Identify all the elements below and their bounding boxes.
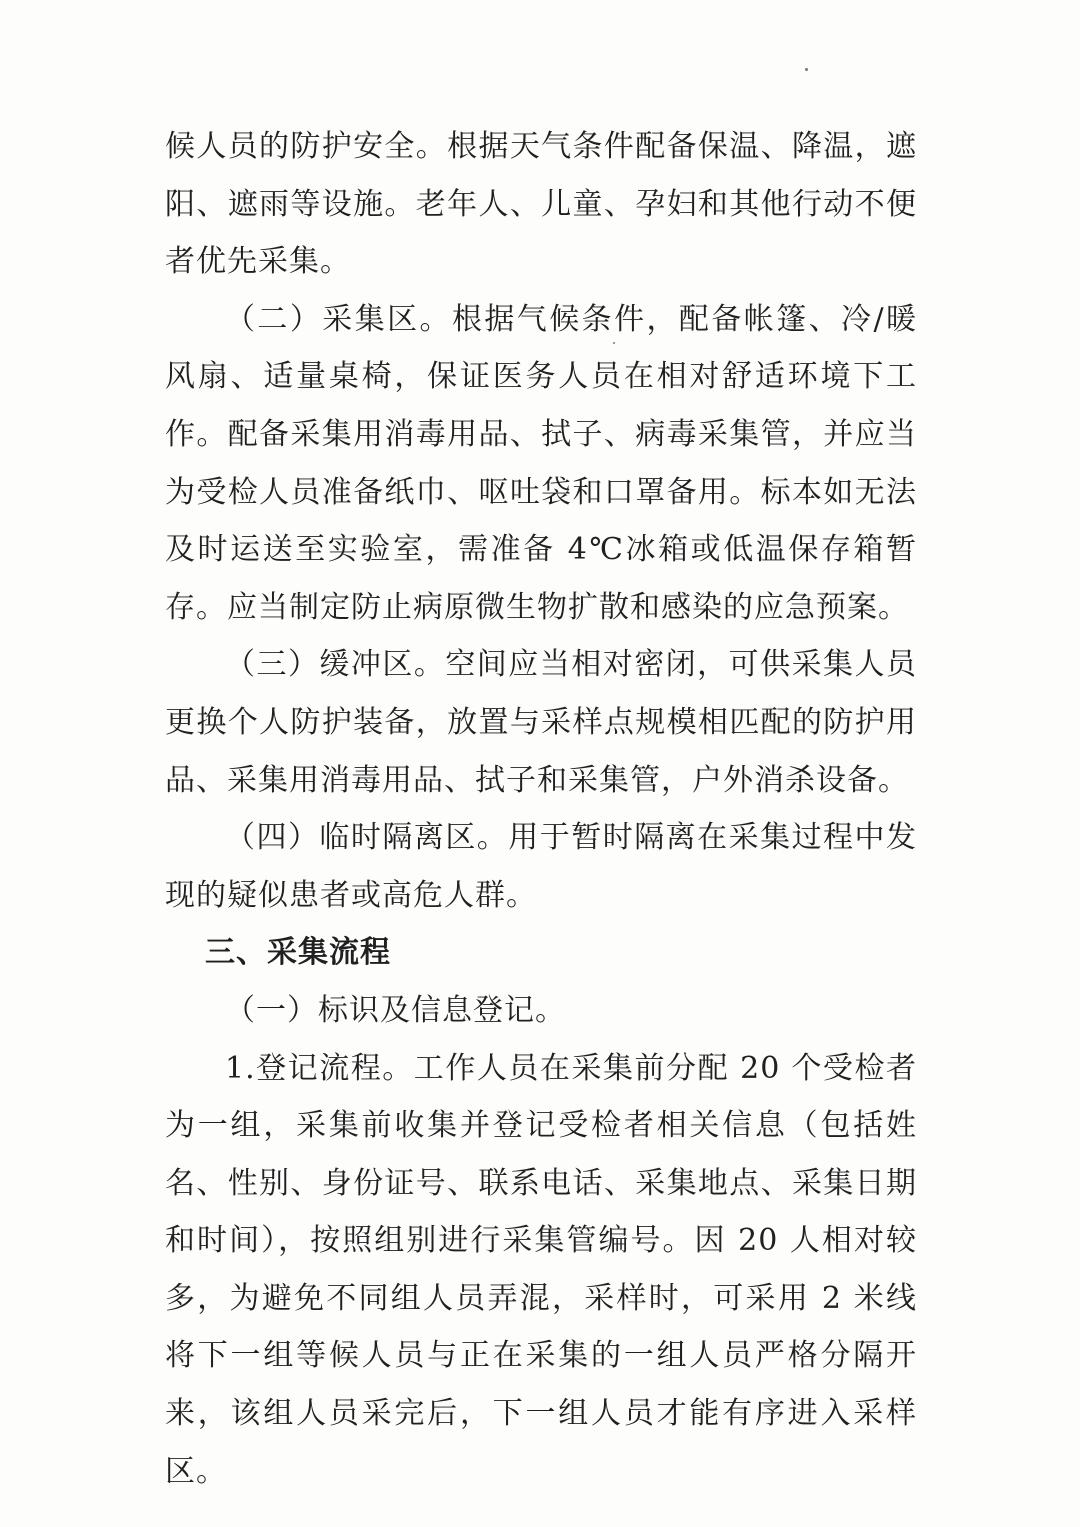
section-heading-collection-process: 三、采集流程 xyxy=(205,935,391,971)
scan-speck xyxy=(805,68,808,71)
paragraph-isolation-area: （四）临时隔离区。用于暂时隔离在采集过程中发现的疑似患者或高危人群。 xyxy=(165,820,917,913)
paragraph-registration-process: 1.登记流程。工作人员在采集前分配 20 个受检者为一组，采集前收集并登记受检者相关信息（包括姓名、性别、身份证号、联系电话、采集地点、采集日期和时间），按照组别进行采集管编号。因 20 人相对较多，为避免不同组人员弄混，采样时，可采用 2 米线将下一组等候人员与正在采集的一组人员严格分隔开来，该组人员采完后，下一组人员才能有序进入采样区。 xyxy=(165,1050,917,1489)
document-body xyxy=(165,118,917,1500)
scan-speck xyxy=(613,342,615,344)
subheading-identification-registration: （一）标识及信息登记。 xyxy=(225,992,566,1028)
paragraph-waiting-area-continued: 候人员的防护安全。根据天气条件配备保温、降温，遮阳、遮雨等设施。老年人、儿童、孕妇和其他行动不便者优先采集。 xyxy=(165,129,917,280)
paragraph-buffer-area: （三）缓冲区。空间应当相对密闭，可供采集人员更换个人防护装备，放置与采样点规模相匹配的防护用品、采集用消毒用品、拭子和采集管，户外消杀设备。 xyxy=(165,647,917,798)
paragraph-collection-area: （二）采集区。根据气候条件，配备帐篷、冷/暖风扇、适量桌椅，保证医务人员在相对舒适环境下工作。配备采集用消毒用品、拭子、病毒采集管，并应当为受检人员准备纸巾、呕吐袋和口罩备用。标本如无法及时运送至实验室，需准备 4℃冰箱或低温保存箱暂存。应当制定防止病原微生物扩散和感染的应急预案。 xyxy=(165,301,917,625)
